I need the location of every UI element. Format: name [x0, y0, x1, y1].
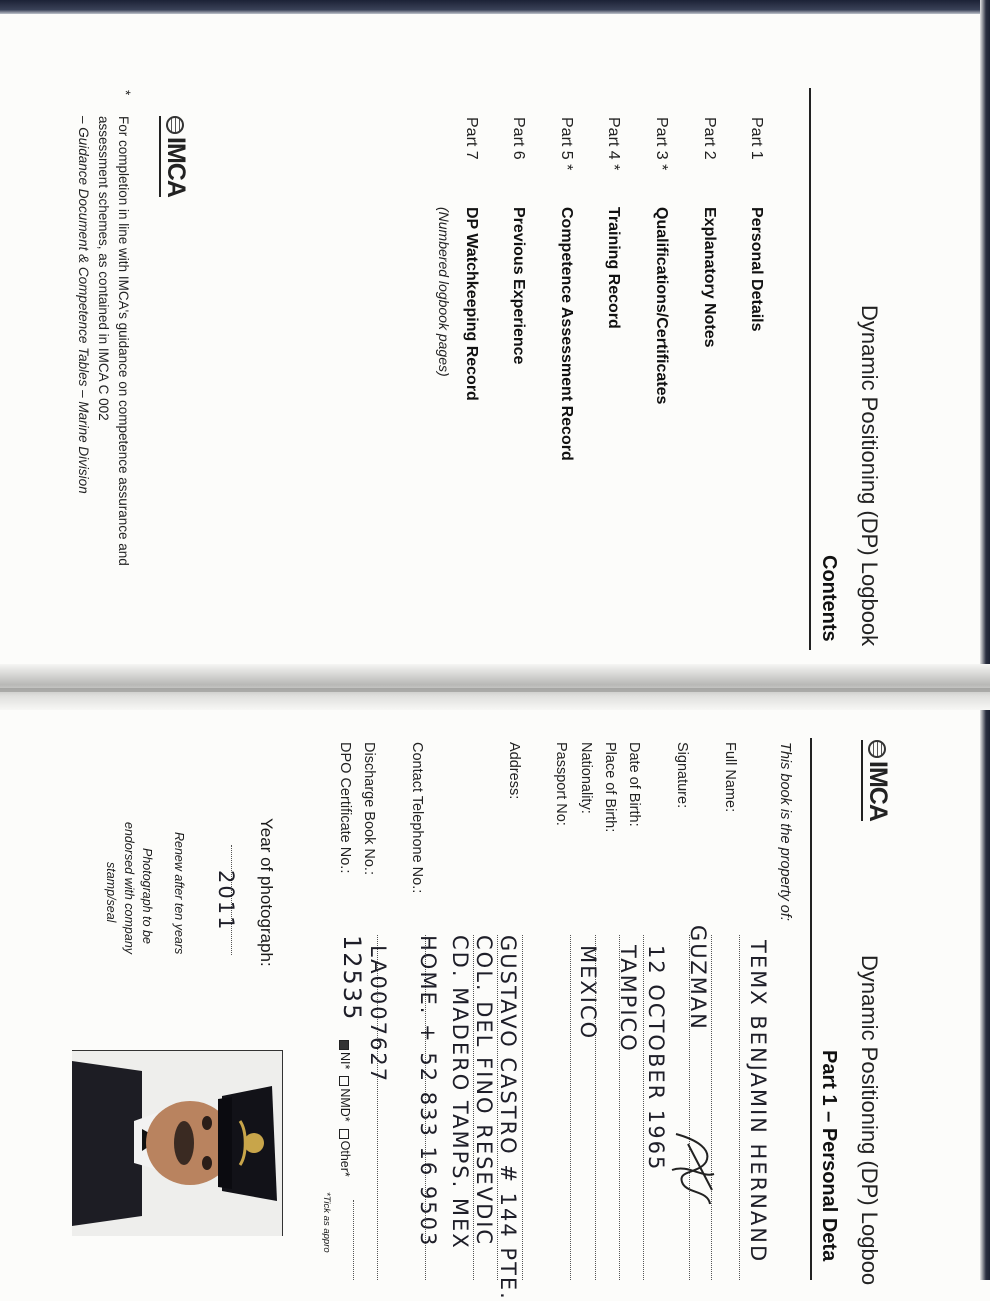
address-line-3	[473, 935, 474, 1280]
part-title: Previous Experience	[510, 207, 527, 365]
right-page-title: Dynamic Positioning (DP) Logboo	[857, 955, 882, 1286]
address-line-1	[522, 935, 523, 1280]
right-logo-text: IMCA	[864, 761, 892, 821]
dob-label: Date of Birth:	[626, 742, 642, 827]
part-number: Part 4 *	[605, 117, 622, 171]
nationality-label: Nationality:	[578, 742, 594, 814]
part-number: Part 5 *	[558, 117, 575, 171]
part-title: Training Record	[605, 207, 622, 329]
globe-icon	[167, 116, 185, 134]
passport-photo	[72, 1050, 283, 1236]
signature-label: Signature:	[674, 742, 690, 809]
full-name-line	[739, 935, 740, 1280]
left-page-subtitle: Contents	[818, 555, 840, 642]
dpo-label: DPO Certificate No.:	[337, 742, 353, 874]
right-logo	[861, 740, 892, 821]
cert-option-label: Other*	[338, 1140, 352, 1177]
book-right-edge	[980, 0, 990, 1280]
footnote-line: For completion in line with IMCA's guidance on competence assurance and	[116, 116, 131, 566]
pob-value: TAMPICO	[616, 945, 640, 1053]
book-top-edge	[0, 0, 990, 14]
part-number: Part 6	[510, 117, 527, 160]
year-label: Year of photograph:	[257, 818, 276, 967]
part-number: Part 3 *	[653, 117, 670, 171]
cert-option-label: NMD*	[338, 1088, 352, 1122]
endorse-note: stamp/seal	[104, 862, 118, 923]
left-header-rule	[809, 88, 811, 650]
part-number: Part 2	[701, 117, 718, 160]
cert-options	[338, 1040, 352, 1177]
globe-icon	[869, 740, 887, 758]
address-value-3: CD. MADERO TAMPS. MEX	[448, 935, 472, 1250]
cert-checkbox-other[interactable]	[339, 1129, 349, 1139]
footnote-star: *	[118, 90, 133, 96]
address-value-1: GUSTAVO CASTRO # 144 PTE.	[496, 935, 520, 1301]
full-name-line-2	[711, 935, 712, 1280]
address-line-2	[497, 935, 498, 1280]
other-line	[353, 1200, 354, 1280]
right-header-rule	[810, 738, 812, 1280]
part-title: Explanatory Notes	[701, 207, 718, 348]
discharge-value: LA0007627	[366, 945, 390, 1084]
book-spine	[0, 664, 990, 710]
endorse-note: Photograph to be	[140, 848, 154, 944]
renew-note: Renew after ten years	[172, 832, 186, 955]
right-page-subtitle: Part 1 – Personal Deta	[818, 1050, 840, 1262]
part-title: Competence Assessment Record	[558, 207, 575, 461]
year-value: 2011	[214, 870, 238, 932]
part-title: Personal Details	[748, 207, 765, 332]
passport-label: Passport No:	[553, 742, 569, 826]
dpo-value: 12535	[338, 935, 366, 1022]
cert-checkbox-ni[interactable]	[339, 1040, 349, 1050]
address-label: Address:	[506, 742, 522, 800]
cert-option-label: NI*	[338, 1052, 352, 1070]
left-logo	[159, 116, 190, 197]
signature-line	[689, 935, 690, 1280]
property-of-label: This book is the property of:	[777, 742, 793, 921]
pob-label: Place of Birth:	[602, 742, 618, 833]
part-subtitle: (Numbered logbook pages)	[436, 207, 452, 377]
dob-value: 12 OCTOBER 1965	[644, 945, 668, 1172]
phone-value: HOME. + 52 833 16 9503	[416, 935, 440, 1248]
full-name-value-2: GUZMAN	[686, 925, 710, 1031]
address-value-2: COL. DEL FINO RESEVDIC	[472, 935, 496, 1247]
endorse-note: endorsed with company	[122, 822, 136, 955]
tick-note: *Tick as appro	[321, 1192, 332, 1253]
left-logo-text: IMCA	[162, 137, 190, 197]
part-title: Qualifications/Certificates	[653, 207, 670, 405]
discharge-label: Discharge Book No.:	[361, 742, 377, 875]
passport-line	[570, 935, 571, 1280]
footnote-line: assessment schemes, as contained in IMCA C 002	[96, 116, 111, 421]
full-name-label: Full Name:	[722, 742, 738, 813]
footnote-line: – Guidance Document & Competence Tables – Marine Division	[76, 116, 91, 494]
part-title: DP Watchkeeping Record	[463, 207, 480, 401]
cert-checkbox-nmd[interactable]	[339, 1076, 349, 1086]
left-page-title: Dynamic Positioning (DP) Logbook	[857, 305, 882, 647]
part-number: Part 7	[463, 117, 480, 160]
part-number: Part 1	[748, 117, 765, 160]
phone-label: Contact Telephone No.:	[409, 742, 425, 894]
full-name-value: TEMX BENJAMIN HERNAND	[746, 940, 770, 1264]
signature-scribble	[668, 1130, 718, 1210]
nationality-value: MEXICO	[576, 945, 600, 1041]
book-spine-shadow	[0, 688, 990, 692]
